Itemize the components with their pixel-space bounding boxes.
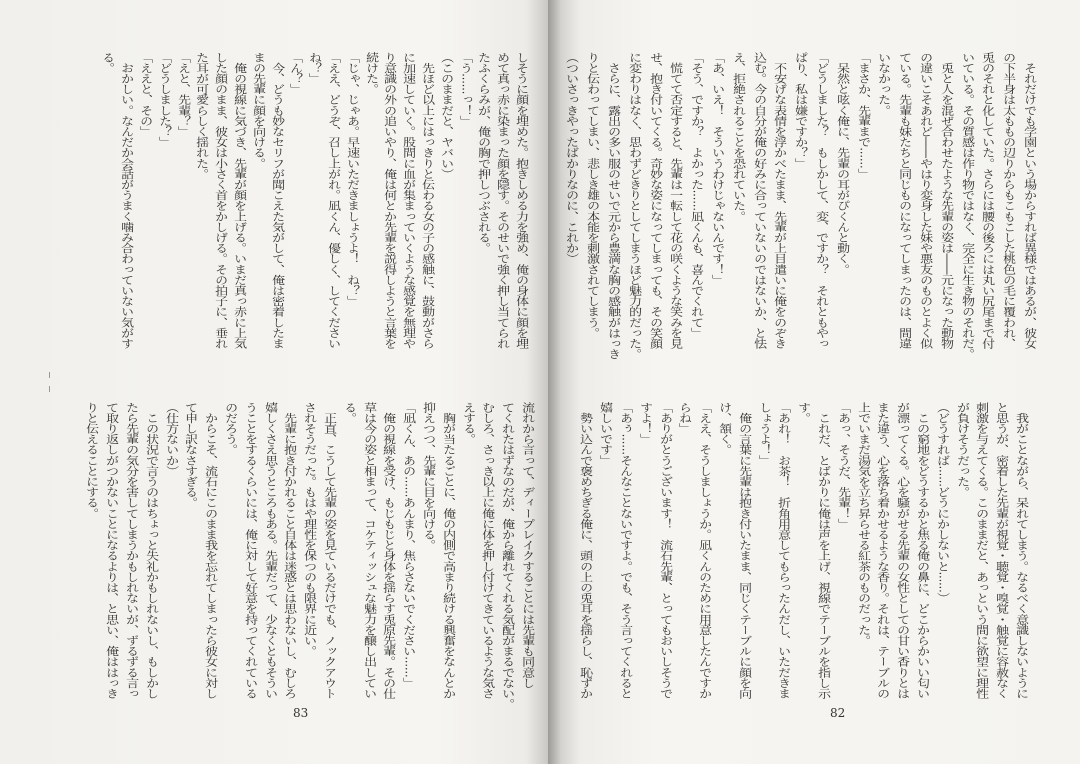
text-column: 「あ、いえ！ そういうわけじゃないんです！」 xyxy=(710,52,726,286)
text-column: それだけでも学園という場からすれば異様ではあるが、彼女 xyxy=(1022,52,1038,349)
text-column: 「あれ！ お茶！ 折角用意してもらったんだし、いただきま xyxy=(777,402,792,699)
text-column: の下半身は太ももの辺りからもこもこした桃色の毛に覆われ、 xyxy=(1001,52,1017,349)
text-column: ぱり、私は嫌ですか？」 xyxy=(793,52,809,169)
text-column: ね？」 xyxy=(307,52,323,84)
text-column: て申し訳なさすぎる。 xyxy=(184,402,199,508)
text-column: すよ！」 xyxy=(638,402,654,445)
text-column: （どうすれば……どうにかしないと……） xyxy=(935,402,951,604)
text-column: また違う、心を落ち着かせるような香り。それは、テーブルの xyxy=(876,402,891,699)
text-column: この状況で言うのはちょっと失礼かもしれないし、もしかし xyxy=(144,402,160,699)
text-column: せ、抱き付いてくる。奇妙な姿になってしまっても、その笑顔 xyxy=(648,52,663,349)
text-column: めて真っ赤に染まった顔を隠す。そのせいで強く押し当てられ xyxy=(495,52,511,349)
text-column: 俺の視線に気づき、先輩が顔を上げる。いまだ真っ赤に上気 xyxy=(232,52,248,349)
text-column: 先ほど以上にはっきりと伝わる女の子の感触に、鼓動がさら xyxy=(420,52,436,349)
text-column: りと伝わってしまい、悲しき雄の本能を刺激されてしまう。 xyxy=(585,52,601,339)
text-column: 勢い込んで褒めちぎる俺に、頭の上の兎耳を揺らし、恥ずか xyxy=(579,402,594,699)
text-column: りと伝えることにする。 xyxy=(85,402,100,519)
text-column: 呆然と呟く俺に、先輩の耳がぴくんと動く。 xyxy=(835,52,851,275)
text-column: す。 xyxy=(796,402,812,424)
text-column: 草は今の姿と相まって、コケティッシュな魅力を醸し出してい xyxy=(362,402,377,699)
text-column: に変わりはなく、思わずどきりとしてしまうほど魅力的だった。 xyxy=(627,52,643,360)
margin-mark xyxy=(49,372,50,378)
text-column: 胸が当たるごとに、俺の内側で高まり続ける興奮をなんとか xyxy=(441,402,457,699)
text-column: 兎と人を混ぜ合わせたような先輩の姿は――元になった動物 xyxy=(939,52,955,349)
text-column: たふくらみが、俺の胸で押しつぶされる。 xyxy=(477,52,492,254)
text-column: さらに、露出の多い服のせいで元から豊満な胸の感触がはっき xyxy=(606,52,622,360)
text-column: 刺激を与えてくる。このままだと、あっという間に欲望に理性 xyxy=(975,402,990,699)
text-column: 「ん？」 xyxy=(289,52,304,95)
text-column: これだ、とばかりに俺は声を上げ、視線でテーブルを指し示 xyxy=(816,402,832,699)
text-column: 「ありがとうございます！ 流石先輩、とってもおいしそうで xyxy=(658,402,673,699)
text-column: 「あっ、そうだ、先輩！」 xyxy=(836,402,852,530)
text-column: が負けそうだった。 xyxy=(955,402,970,498)
text-column: 流れから言って、ディープレイクすることには先輩も同意し xyxy=(520,402,536,689)
text-column: いなかった。 xyxy=(877,52,892,116)
text-column: 「ええ、そうしましょうか。凪くんのために用意したんですか xyxy=(697,402,713,699)
text-column: 「あぅ……そんなことないですよ。でも、そう言ってくれると xyxy=(618,402,634,699)
text-column: 正直、こうして先輩の姿を見ているだけでも、ノックアウト xyxy=(322,402,338,699)
text-column: からこそ、流石にこのまま我を忘れてしまったら彼女に対し xyxy=(203,402,219,699)
text-column: 上でいまだ湯気を立ち昇らせる紅茶のものだった。 xyxy=(856,402,871,646)
text-column: た耳が可愛らしく揺れた。 xyxy=(195,52,210,180)
text-column: る。 xyxy=(342,402,358,424)
text-column: しょうよ！」 xyxy=(757,402,772,466)
text-column: 嬉しいです」 xyxy=(598,402,614,466)
text-column: ている。先輩も妹たちと同じものになってしまったのは、間違 xyxy=(897,52,913,349)
text-column: 「凪くん、あの……あんまり、焦らさないでください……」 xyxy=(401,402,417,689)
text-column: 込む。今の自分が俺の好みに合っていないのではないか、と怯 xyxy=(752,52,767,349)
text-column: 「じゃ、じゃあ。早速いただきましょうよ！ ね？」 xyxy=(345,52,361,307)
text-column: 「そう、ですか？ よかった……凪くんも、喜んでくれて」 xyxy=(689,52,705,339)
text-column: うことをするくらいには、俺に対して好意を持ってくれている xyxy=(243,402,259,699)
text-column: いている。その質感は作り物ではなく、完全に生き物のそれだ。 xyxy=(960,52,975,360)
text-column: え、拒絶されることを恐れていた。 xyxy=(731,52,747,222)
text-column: 嬉しくさえ思うところもある。先輩だって、少なくともそうい xyxy=(263,402,278,699)
text-column: 今、どうも妙なセリフが聞こえた気がして、俺は密着したま xyxy=(270,52,285,349)
text-column: たら先輩の気分を害してしまうかもしれないが、ずるずる言っ xyxy=(124,402,140,699)
text-column: 「えと、先輩？」 xyxy=(176,52,191,137)
text-column: 続けた。 xyxy=(364,52,379,95)
text-column: て取り返しがつかないことになるよりは、と思い、俺ははっき xyxy=(104,402,120,699)
text-column: 「ええ、どうぞ、召し上がれ。凪くん、優しく、してください xyxy=(326,52,342,349)
text-column: しそうに顔を埋めた。抱きしめる力を強め、俺の身体に顔を埋 xyxy=(514,52,530,349)
text-column: （仕方ないか） xyxy=(164,402,179,477)
page-number-right: 82 xyxy=(830,706,846,720)
text-column: の違いこそあれど――やはり変身した妹や悪友のものとよく似 xyxy=(918,52,934,349)
text-column: てくれたはずなのだが、俺から離れてくれる気配がまるでない。 xyxy=(500,402,516,710)
margin-mark xyxy=(49,386,50,392)
text-column: した顔のまま、彼女は小さく首をかしげる。その拍子に、垂れ xyxy=(213,52,229,349)
text-column: 慌てて否定すると、先輩は一転して花の咲くような笑みを見 xyxy=(669,52,684,349)
text-column: おかしい。なんだか会話がうまく噛み合わっていない気がす xyxy=(119,52,135,349)
text-column: と思うが、密着した先輩が視覚・聴覚・嗅覚・触覚に容赦なく xyxy=(994,402,1010,699)
text-column: け、頷く。 xyxy=(717,402,733,455)
text-column: 俺の言葉に先輩は抱き付いたまま、同じくテーブルに顔を向 xyxy=(737,402,753,699)
text-column: 「う……っ！」 xyxy=(458,52,473,127)
text-column: 先輩に抱き付かれること自体は迷惑とは思わないし、むしろ xyxy=(283,402,298,699)
text-column: 「ええと、その」 xyxy=(138,52,154,137)
text-column: り意識の外の追いやり、俺は何とか先輩を説得しようと言葉を xyxy=(383,52,398,349)
text-column: らね」 xyxy=(678,402,693,434)
text-column: この窮地をどうするかと焦る俺の鼻に、どこからかいい匂い xyxy=(915,402,931,699)
text-column: されそうだった。もはや理性を保つのも限界に近い。 xyxy=(302,402,318,657)
text-column: 兎のそれと化していた。さらには腰の後ろには丸い尻尾まで付 xyxy=(981,52,996,349)
text-column: （このままだと、ヤバい） xyxy=(439,52,455,180)
text-column: 不安げな表情を浮かべたまま、先輩が上目遣いに俺をのぞき xyxy=(773,52,788,349)
text-column: むしろ、さっき以上に俺に体を押し付けてきているような気さ xyxy=(481,402,496,699)
text-column: る。 xyxy=(101,52,116,74)
text-column: 俺の視線を受け、もじもじと身体を揺らす兎原先輩。その仕 xyxy=(382,402,397,699)
text-column: （ついさっきやったばかりなのに、これか） xyxy=(565,52,580,264)
text-column: が漂ってくる。心を騒がせる先輩の女性としての甘い香りとは xyxy=(895,402,911,699)
text-column: 「まさか、先輩まで……」 xyxy=(856,52,871,180)
text-column: に加速していく。股間に血が集まっていくような感覚を無理や xyxy=(401,52,417,349)
page-number-left: 83 xyxy=(293,706,309,720)
text-column: まの先輩に顔を向ける。 xyxy=(251,52,267,169)
text-column: 我がことながら、呆れてしまう。なるべく意識しないように xyxy=(1014,402,1030,699)
text-column: えする。 xyxy=(461,402,476,445)
text-column: 「どうしました？ もしかして、変、ですか？ それともやっ xyxy=(814,52,830,349)
text-column: のだろう。 xyxy=(223,402,239,455)
text-column: 「どうしました？」 xyxy=(157,52,173,148)
text-column: 抑えつつ、先輩に目を向ける。 xyxy=(421,402,437,551)
